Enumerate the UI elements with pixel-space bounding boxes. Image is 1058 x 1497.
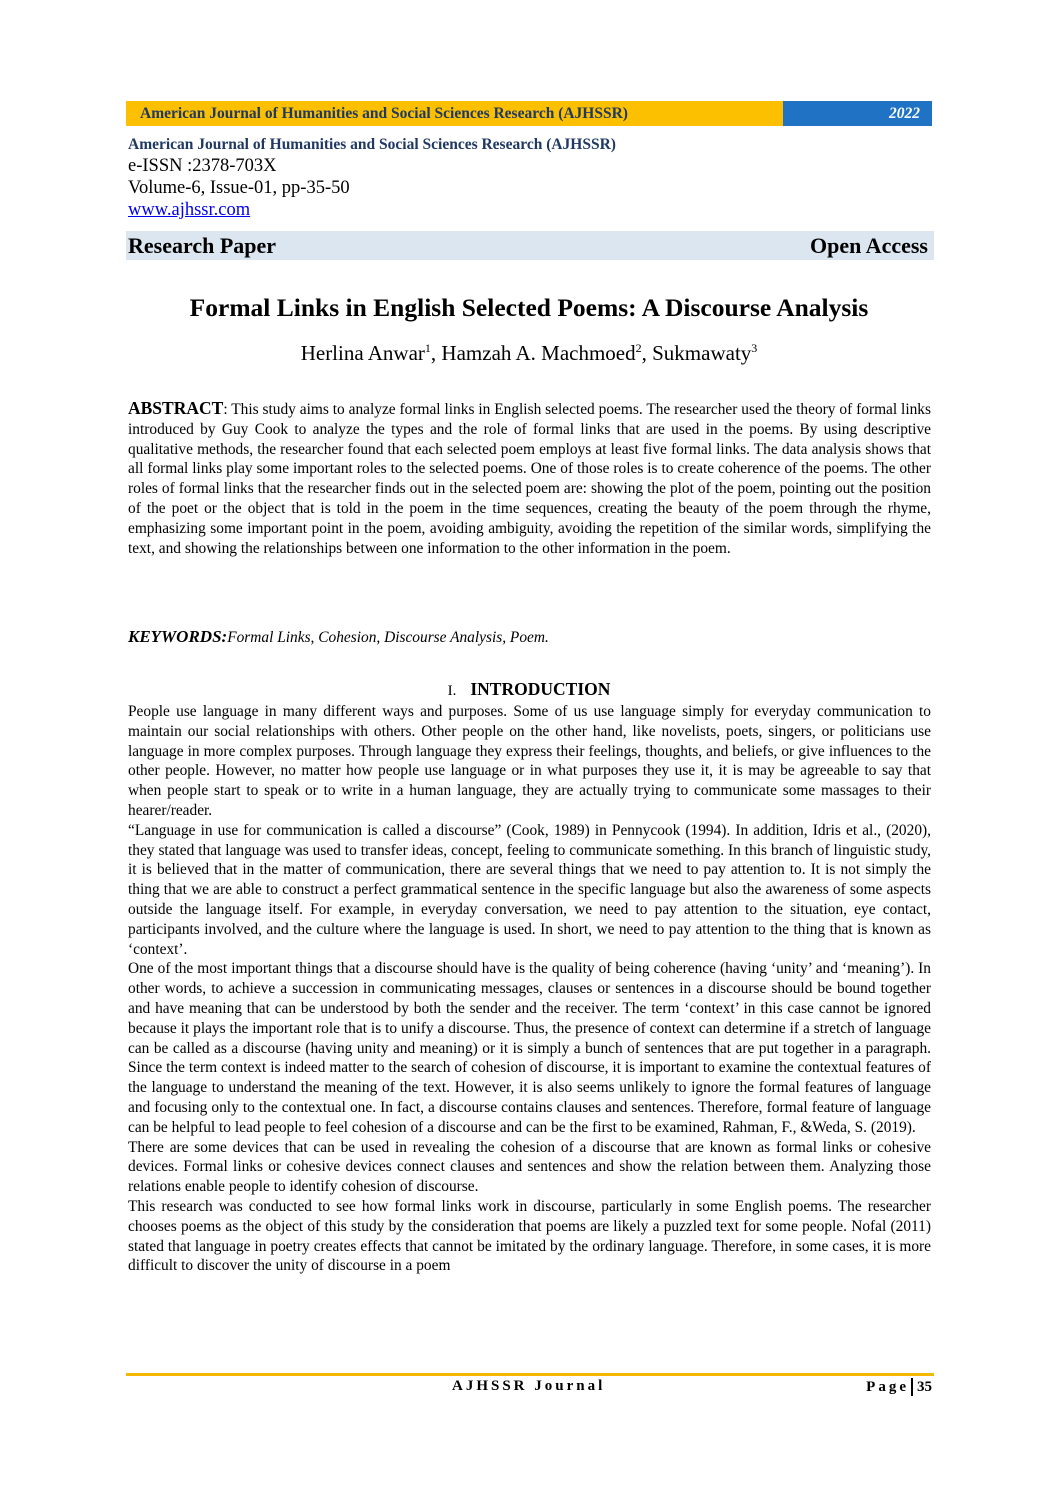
footer-journal: AJHSSR Journal [452,1378,606,1394]
author-3-affiliation: 3 [751,341,758,355]
keywords-text: Formal Links, Cohesion, Discourse Analysis, Poem. [227,629,549,646]
abstract-label: ABSTRACT [128,398,224,418]
paragraph: One of the most important things that a discourse should have is the quality of being coherence (having ‘unity’ and ‘meaning’). In other words, to achieve a succession in communicating messages, clauses or sentences in a discourse should be bound together and have meaning that can be understood by both the sender and the receiver. The term ‘context’ in this case cannot be ignored because it plays the important role that is to unify a discourse. Thus, the presence of context can determine if a stretch of language can be called as a discourse (having unity and meaning) or it is simply a bunch of sentences that are put together in a paragraph. Since the term context is indeed matter to the search of cohesion of discourse, it is important to examine the contextual features of the language to understand the meaning of the text. However, it is also seems unlikely to ignore the formal features of language and focusing only to the contextual one. In fact, a discourse contains clauses and sentences. Therefore, formal feature of language can be helpful to lead people to feel cohesion of a discourse and can be the first to be examined, Rahman, F., &Weda, S. (2019). [128,960,931,1136]
page-footer [126,1378,932,1400]
footer-page-number: 35 [917,1378,932,1395]
author-2: Hamzah A. Machmoed [441,341,636,365]
paragraph: “Language in use for communication is called a discourse” (Cook, 1989) in Pennycook (1994). In addition, Idris et al., (2020), they stated that language was used to transfer ideas, concept, feeling to communicate something. In this branch of linguistic study, it is believed that in the matter of communication, there are several things that we need to pay attention to. It is not simply the thing that we are able to construct a perfect grammatical sentence in the specific language but also the awareness of some aspects outside the language itself. For example, in everyday conversation, we need to pay attention to the situation, eye contact, participants involved, and the culture where the language is used. In short, we need to pay attention to the thing that is known as ‘context’. [128,821,931,958]
abstract-text: : This study aims to analyze formal links in English selected poems. The researcher used the theory of formal links introduced by Guy Cook to analyze the types and the role of formal links that are used in the poems. By using descriptive qualitative methods, the researcher found that each selected poem employs at least five formal links. The data analysis shows that all formal links play some important roles to the selected poems. One of those roles is to create coherence of the poems. The other roles of formal links that the researcher finds out in the selected poem are: showing the plot of the poem, pointing out the position of the poet or the object that is told in the poem in the time sequences, creating the beauty of the poem through the rhyme, emphasizing some important point in the poem, avoiding ambiguity, avoiding the repetition of the similar words, simplifying the text, and showing the relationships between one information to the other information in the poem. [128,401,931,557]
access-type: Open Access [810,232,928,258]
paper-title: Formal Links in English Selected Poems: A Discourse Analysis [189,293,869,322]
running-header [126,101,932,126]
footer-page-label: Page [866,1378,909,1395]
paragraph: People use language in many different ways and purposes. Some of us use language simply for everyday communication to maintain our social relationships with others. Other people on the other hand, like novelists, poets, singers, or politicians use language in more complex purposes. Through language they express their feelings, thoughts, and beliefs, or give influences to the other people. However, no matter how people use language or in what purposes they use it, it is may be agreeable to say that when people start to speak or to write in a human language, they are actually trying to communicate some massages to their hearer/reader. [128,703,931,819]
abstract [128,399,931,558]
section-heading-introduction [0,679,1058,700]
author-2-affiliation: 2 [635,341,642,355]
journal-meta [128,135,934,221]
paragraph: There are some devices that can be used in revealing the cohesion of a discourse that are known as formal links or cohesive devices. Formal links or cohesive devices connect clauses and sentences and show the relation between them. Analyzing those relations enable people to identify cohesion of discourse. [128,1138,931,1196]
footer-separator [911,1378,913,1396]
article-type: Research Paper [128,232,277,258]
footer-divider [126,1373,934,1376]
author-3: Sukmawaty [652,341,752,365]
article-type-bar [126,231,934,260]
running-header-year: 2022 [783,101,932,126]
footer-page [866,1378,932,1396]
eissn: e-ISSN :2378-703X [128,156,277,176]
section-number: I. [447,683,457,699]
section-title: INTRODUCTION [470,679,611,699]
author-1-affiliation: 1 [424,341,431,355]
introduction-body [128,702,931,1276]
keywords [128,627,931,648]
paragraph: This research was conducted to see how formal links work in discourse, particularly in some English poems. The researcher chooses poems as the object of this study by the consideration that poems are likely a puzzled text for some people. Nofal (2011) stated that language in poetry creates effects that cannot be imitated by the ordinary language. Therefore, in some cases, it is more difficult to discover the unity of discourse in a poem [128,1197,931,1275]
journal-name: American Journal of Humanities and Social Sciences Research (AJHSSR) [128,136,616,153]
keywords-label: KEYWORDS: [128,627,228,646]
author-1: Herlina Anwar [300,341,425,365]
journal-url-link[interactable]: www.ajhssr.com [128,200,251,220]
author-list: Herlina Anwar$^1$, Hamzah A. Machmoed$^2$, Sukmawaty$^3$ [300,341,758,365]
running-header-journal: American Journal of Humanities and Social Sciences Research (AJHSSR) [126,101,783,126]
volume-issue: Volume-6, Issue-01, pp-35-50 [128,178,350,198]
